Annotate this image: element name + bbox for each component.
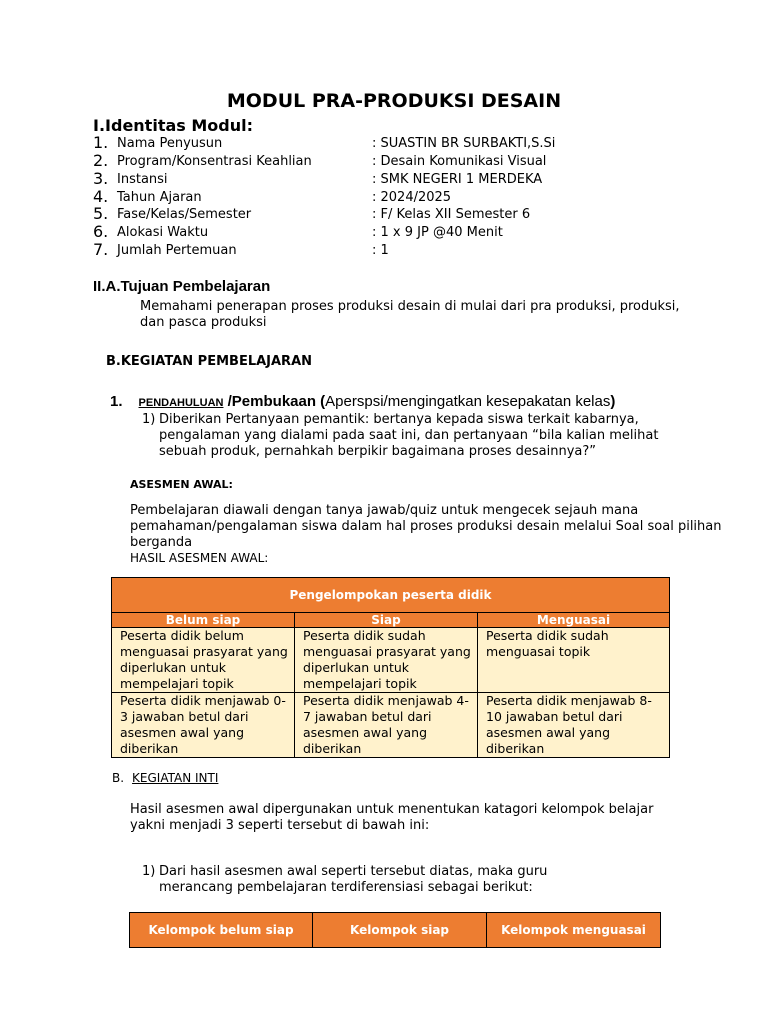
table-cell: Peserta didik menjawab 8-10 jawaban betul dari asesmen awal yang diberikan [478,693,670,758]
table-cell: Peserta didik belum menguasai prasyarat yang diperlukan untuk mempelajari topik [112,628,295,693]
asesmen-text: Pembelajaran diawali dengan tanya jawab/quiz untuk mengecek sejauh mana pemahaman/pengalaman siswa dalam hal proses produksi desain melalui Soal soal pilihan berganda [130,503,722,550]
row-value: : Desain Komunikasi Visual [372,154,547,169]
column-header: Menguasai [478,613,670,628]
list-item-text: Dari hasil asesmen awal seperti tersebut diatas, maka guru merancang pembelajaran terdiferensiasi sebagai berikut: [159,864,548,895]
row-label: Instansi [117,172,168,187]
column-header: Kelompok menguasai [487,913,661,948]
row-value: : F/ Kelas XII Semester 6 [372,207,531,222]
inti-text: Hasil asesmen awal dipergunakan untuk menentukan katagori kelompok belajar yakni menjadi 3 seperti tersebut di bawah ini: [130,802,654,833]
list-item-number: 1) [142,412,156,427]
inti-heading [112,771,218,785]
pembukaan-label: /Pembukaan ( [223,393,326,410]
row-label: Tahun Ajaran [117,190,202,205]
row-label: Fase/Kelas/Semester [117,207,252,222]
row-label: Nama Penyusun [117,136,223,151]
column-header: Siap [295,613,478,628]
asesmen-heading: ASESMEN AWAL: [130,478,233,491]
table-row [112,628,670,693]
table-cell: Peserta didik menjawab 0-3 jawaban betul dari asesmen awal yang diberikan [112,693,295,758]
row-number: 4. [93,187,109,206]
row-number: 7. [93,240,109,259]
page-title: MODUL PRA-PRODUKSI DESAIN [226,90,562,112]
pendahuluan-number: 1. [110,393,123,410]
table-cell: Peserta didik menjawab 4-7 jawaban betul dari asesmen awal yang diberikan [295,693,478,758]
grouping-table [111,577,670,758]
hasil-heading: HASIL ASESMEN AWAL: [130,551,269,565]
row-value: : 2024/2025 [372,190,452,205]
kelompok-table [129,912,661,948]
row-number: 1. [93,133,109,152]
row-value: : 1 [372,243,389,258]
kegiatan-heading: B.KEGIATAN PEMBELAJARAN [106,354,313,369]
grouping-table-title: Pengelompokan peserta didik [112,578,670,613]
list-item-text: Diberikan Pertanyaan pemantik: bertanya kepada siswa terkait kabarnya, pengalaman yang dialami pada saat ini, dan pertanyaan “bila kalian melihat sebuah produk, pernahkah berpikir bagaimana proses desainnya?” [159,412,659,459]
column-header: Belum siap [112,613,295,628]
table-cell: Peserta didik sudah menguasai topik [478,628,670,693]
close-paren: ) [610,393,616,410]
table-row [112,693,670,758]
pendahuluan-heading [110,393,615,410]
row-number: 6. [93,222,109,241]
list-item-number: 1) [142,864,156,879]
row-label: Program/Konsentrasi Keahlian [117,154,312,169]
row-value: : 1 x 9 JP @40 Menit [372,225,503,240]
tujuan-heading: II.A.Tujuan Pembelajaran [93,278,271,295]
column-header: Kelompok siap [313,913,487,948]
inti-letter: B. [112,771,125,785]
inti-title: KEGIATAN INTI [132,771,219,785]
row-number: 2. [93,151,109,170]
row-number: 5. [93,204,109,223]
row-number: 3. [93,169,109,188]
row-label: Alokasi Waktu [117,225,209,240]
pendahuluan-label: PENDAHULUAN [138,397,224,409]
table-cell: Peserta didik sudah menguasai prasyarat yang diperlukan untuk mempelajari topik [295,628,478,693]
apersepsi-text: Aperspsi/mengingatkan kesepakatan kelas [325,393,611,410]
column-header: Kelompok belum siap [130,913,313,948]
row-label: Jumlah Pertemuan [117,243,237,258]
tujuan-text: Memahami penerapan proses produksi desain di mulai dari pra produksi, produksi, dan pasca produksi [140,299,680,330]
row-value: : SUASTIN BR SURBAKTI,S.Si [372,136,556,151]
row-value: : SMK NEGERI 1 MERDEKA [372,172,543,187]
identitas-heading: I.Identitas Modul: [93,116,253,135]
